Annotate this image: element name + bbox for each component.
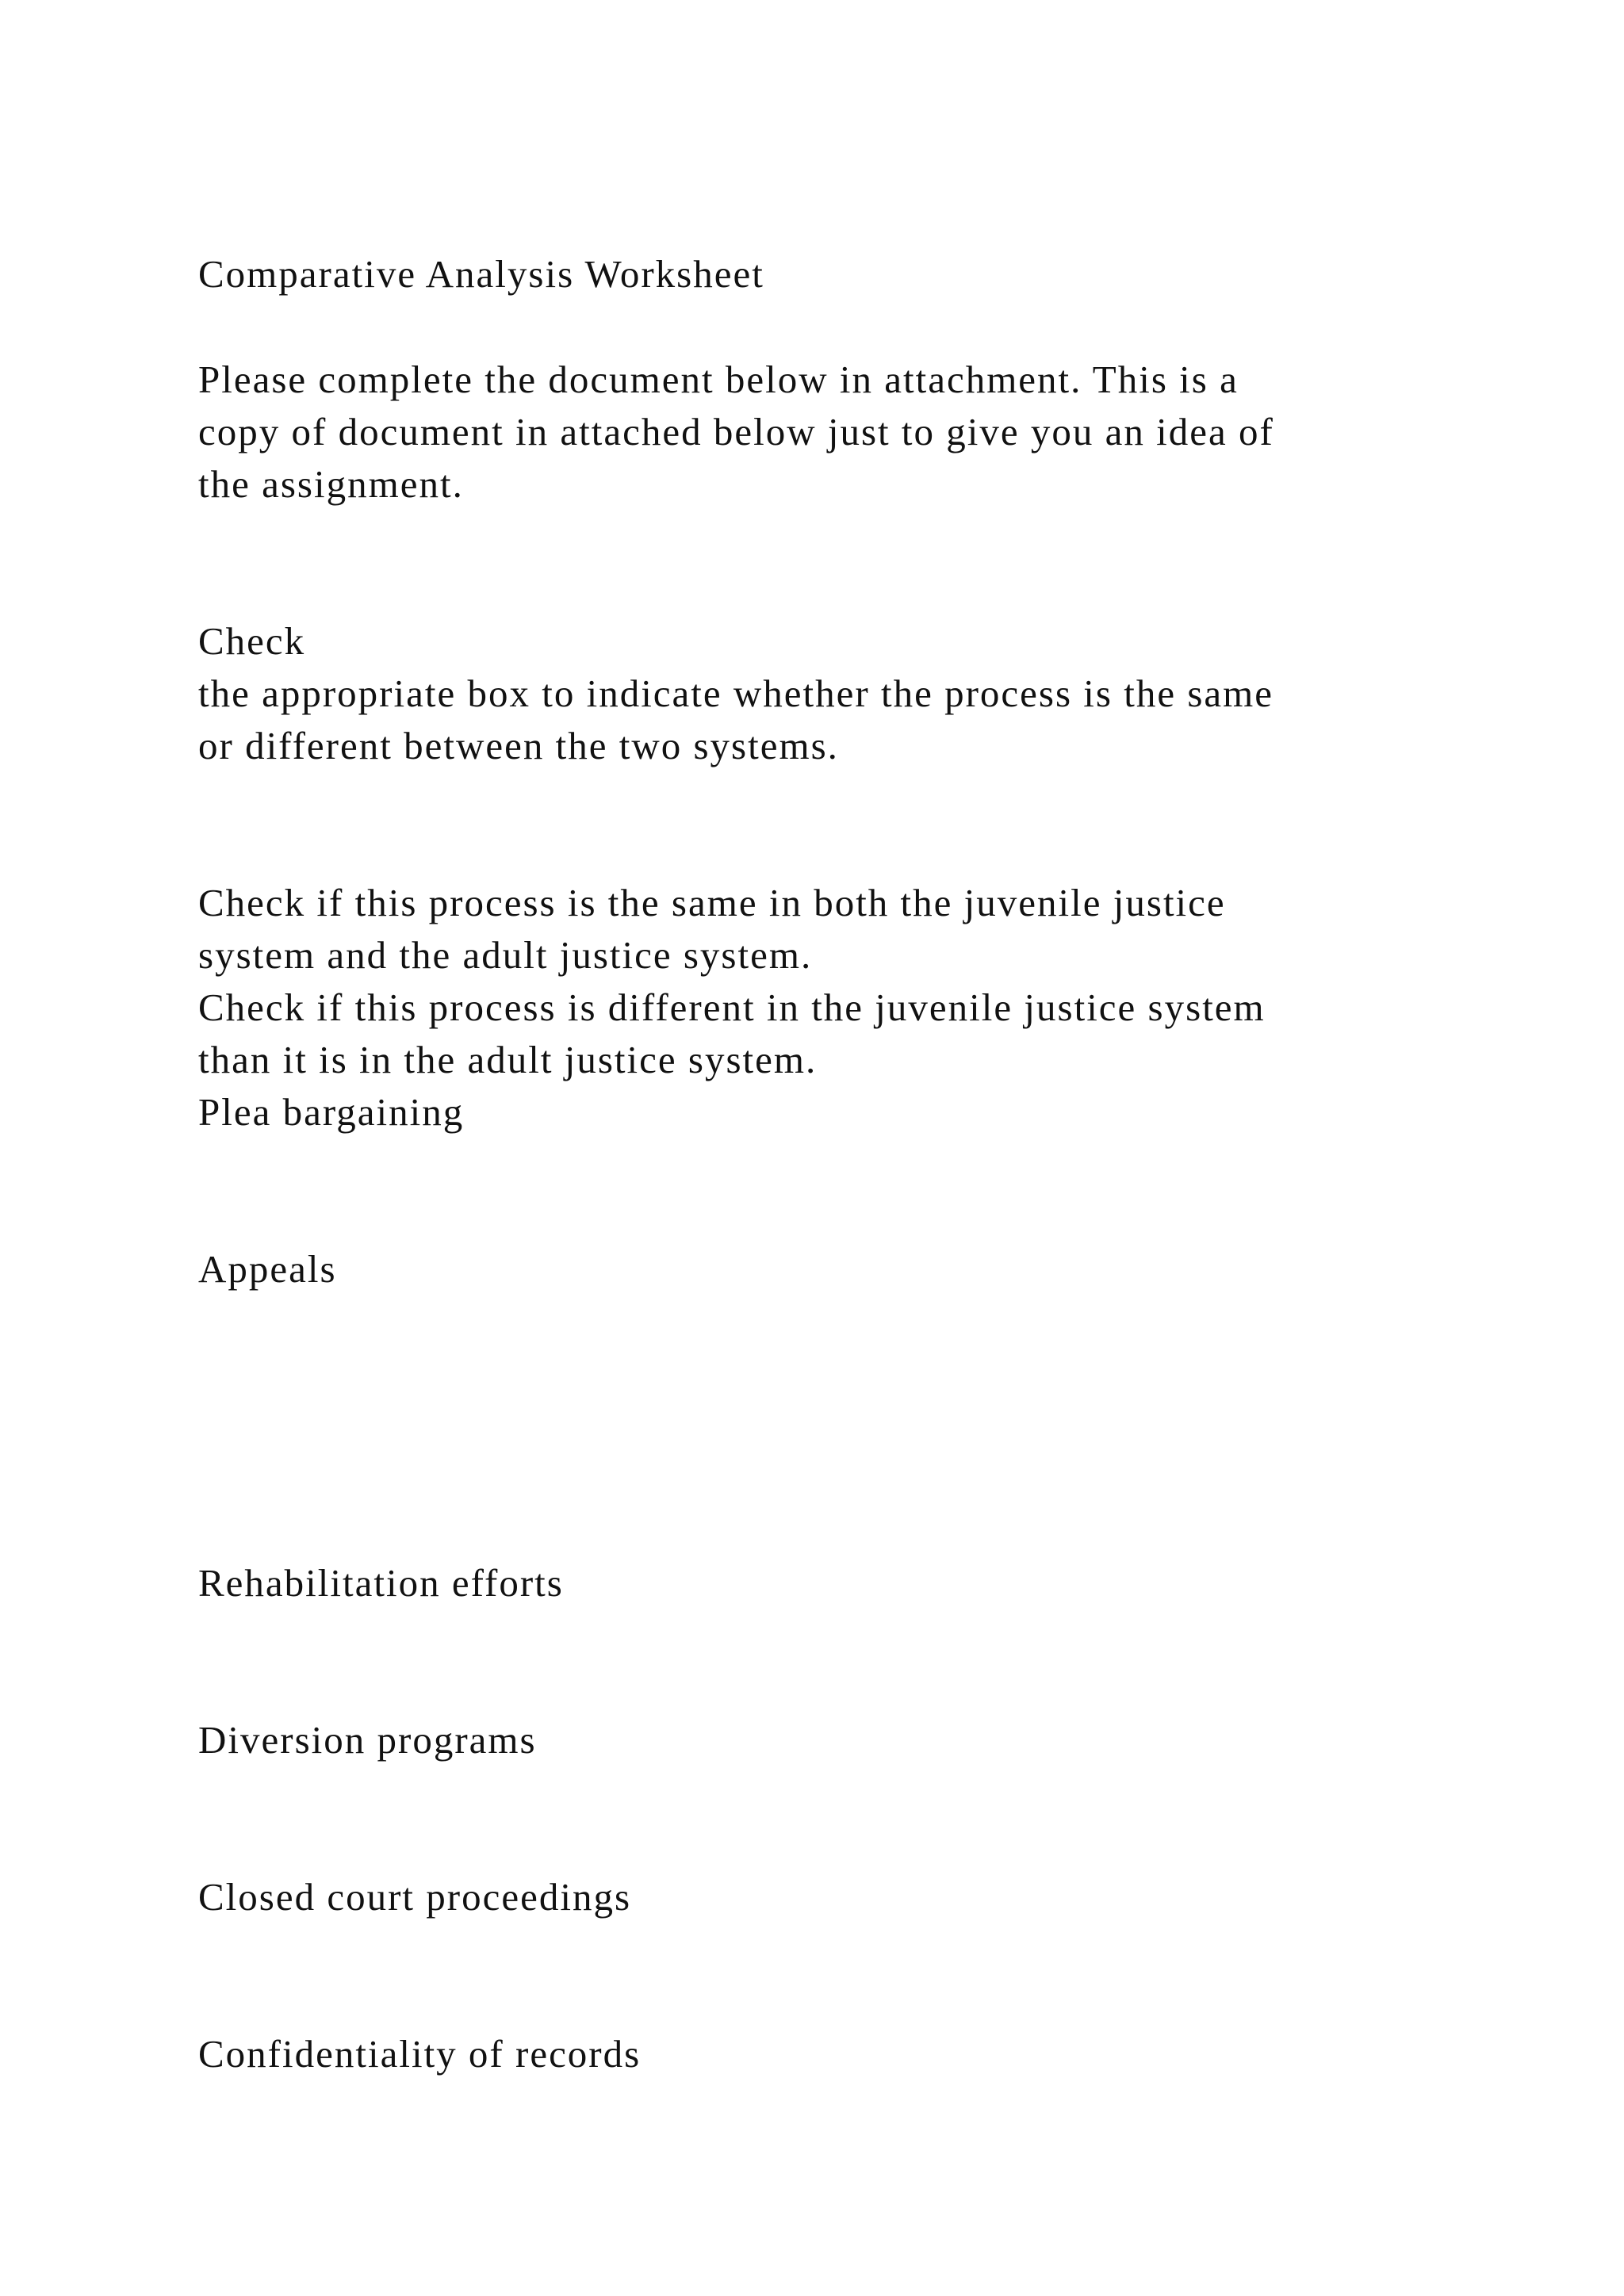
process-plea-bargaining: Plea bargaining xyxy=(198,1090,465,1134)
intro-line-2: copy of document in attached below just to give you an idea of xyxy=(198,410,1274,453)
column-header-same-line-2: system and the adult justice system. xyxy=(198,933,813,977)
column-header-different-line-2: than it is in the adult justice system. xyxy=(198,1038,818,1081)
process-rehabilitation-efforts: Rehabilitation efforts xyxy=(198,1561,564,1605)
process-closed-court-proceedings: Closed court proceedings xyxy=(198,1875,632,1919)
column-header-same-line-1: Check if this process is the same in both the juvenile justice xyxy=(198,881,1226,924)
instruction-line-3: or different between the two systems. xyxy=(198,724,839,767)
intro-line-1: Please complete the document below in attachment. This is a xyxy=(198,358,1239,401)
column-header-different-line-1: Check if this process is different in the juvenile justice system xyxy=(198,985,1266,1029)
process-diversion-programs: Diversion programs xyxy=(198,1718,537,1762)
intro-line-3: the assignment. xyxy=(198,462,464,506)
process-appeals: Appeals xyxy=(198,1247,337,1291)
instruction-line-1: Check xyxy=(198,619,306,663)
process-confidentiality-of-records: Confidentiality of records xyxy=(198,2032,642,2076)
document-title: Comparative Analysis Worksheet xyxy=(198,252,764,296)
instruction-line-2: the appropriate box to indicate whether the process is the same xyxy=(198,672,1274,715)
